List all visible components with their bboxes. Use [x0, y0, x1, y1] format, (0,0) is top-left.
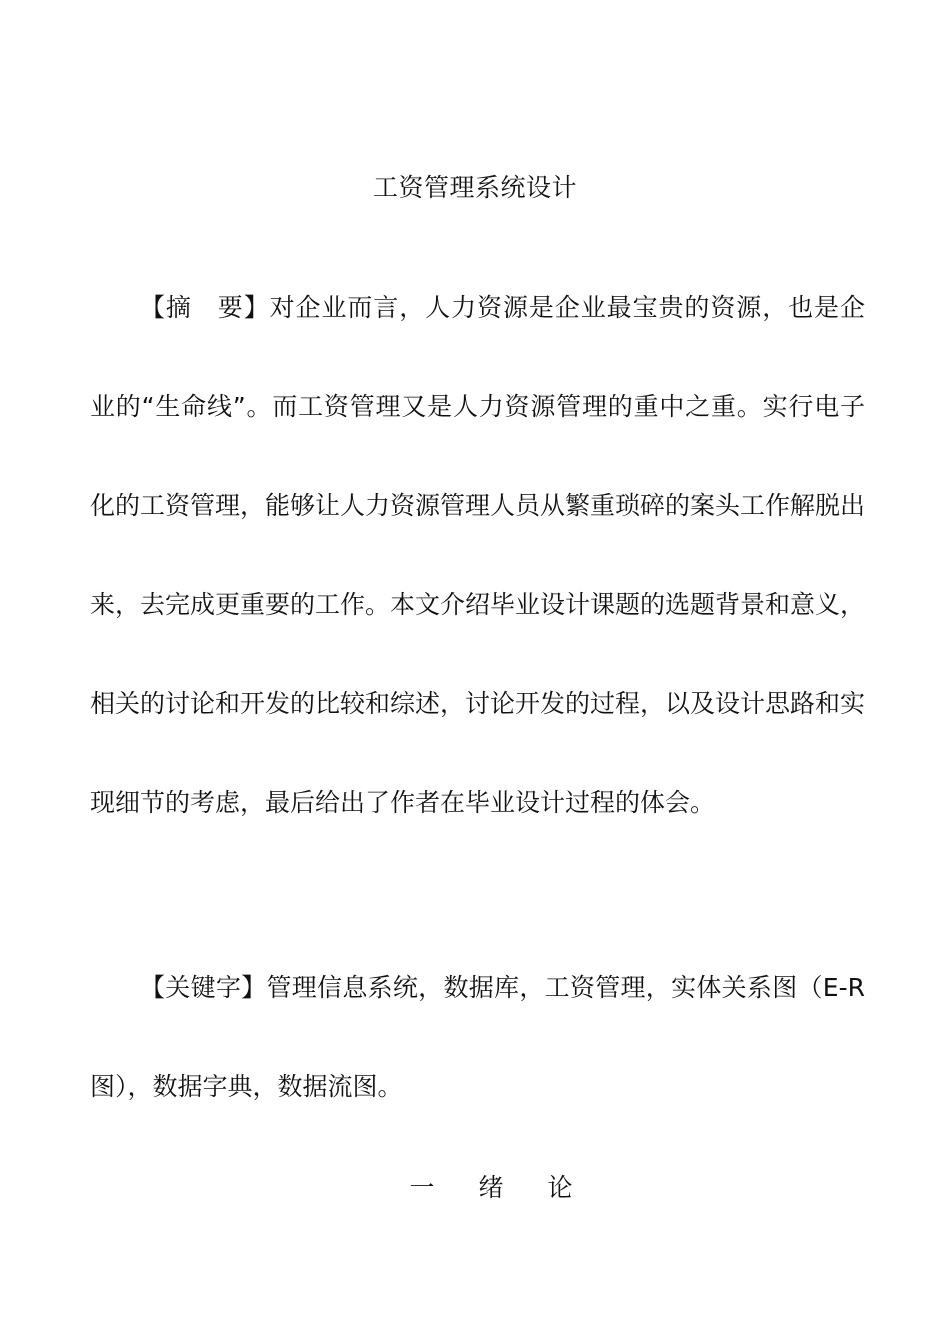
- abstract-label: 【摘 要】: [140, 293, 270, 322]
- abstract-paragraph: [90, 258, 865, 852]
- section-heading-introduction: 一 绪 论: [409, 1173, 591, 1202]
- document-title: 工资管理系统设计: [372, 173, 577, 202]
- keywords-text: 管理信息系统，数据库，工资管理，实体关系图（E-R 图），数据字典，数据流图。: [90, 973, 865, 1101]
- abstract-text: 对企业而言，人力资源是企业最宝贵的资源，也是企业的“生命线”。而工资管理又是人力资源管理的重中之重。实行电子化的工资管理，能够让人力资源管理人员从繁重琐碎的案头工作解脱出来，去完成更重要的工作。本文介绍毕业设计课题的选题背景和意义，相关的讨论和开发的比较和综述，讨论开发的过程，以及设计思路和实现细节的考虑，最后给出了作者在毕业设计过程的体会。: [90, 293, 866, 817]
- keywords-label: 【关键字】: [140, 973, 267, 1002]
- keywords-paragraph: [90, 938, 865, 1136]
